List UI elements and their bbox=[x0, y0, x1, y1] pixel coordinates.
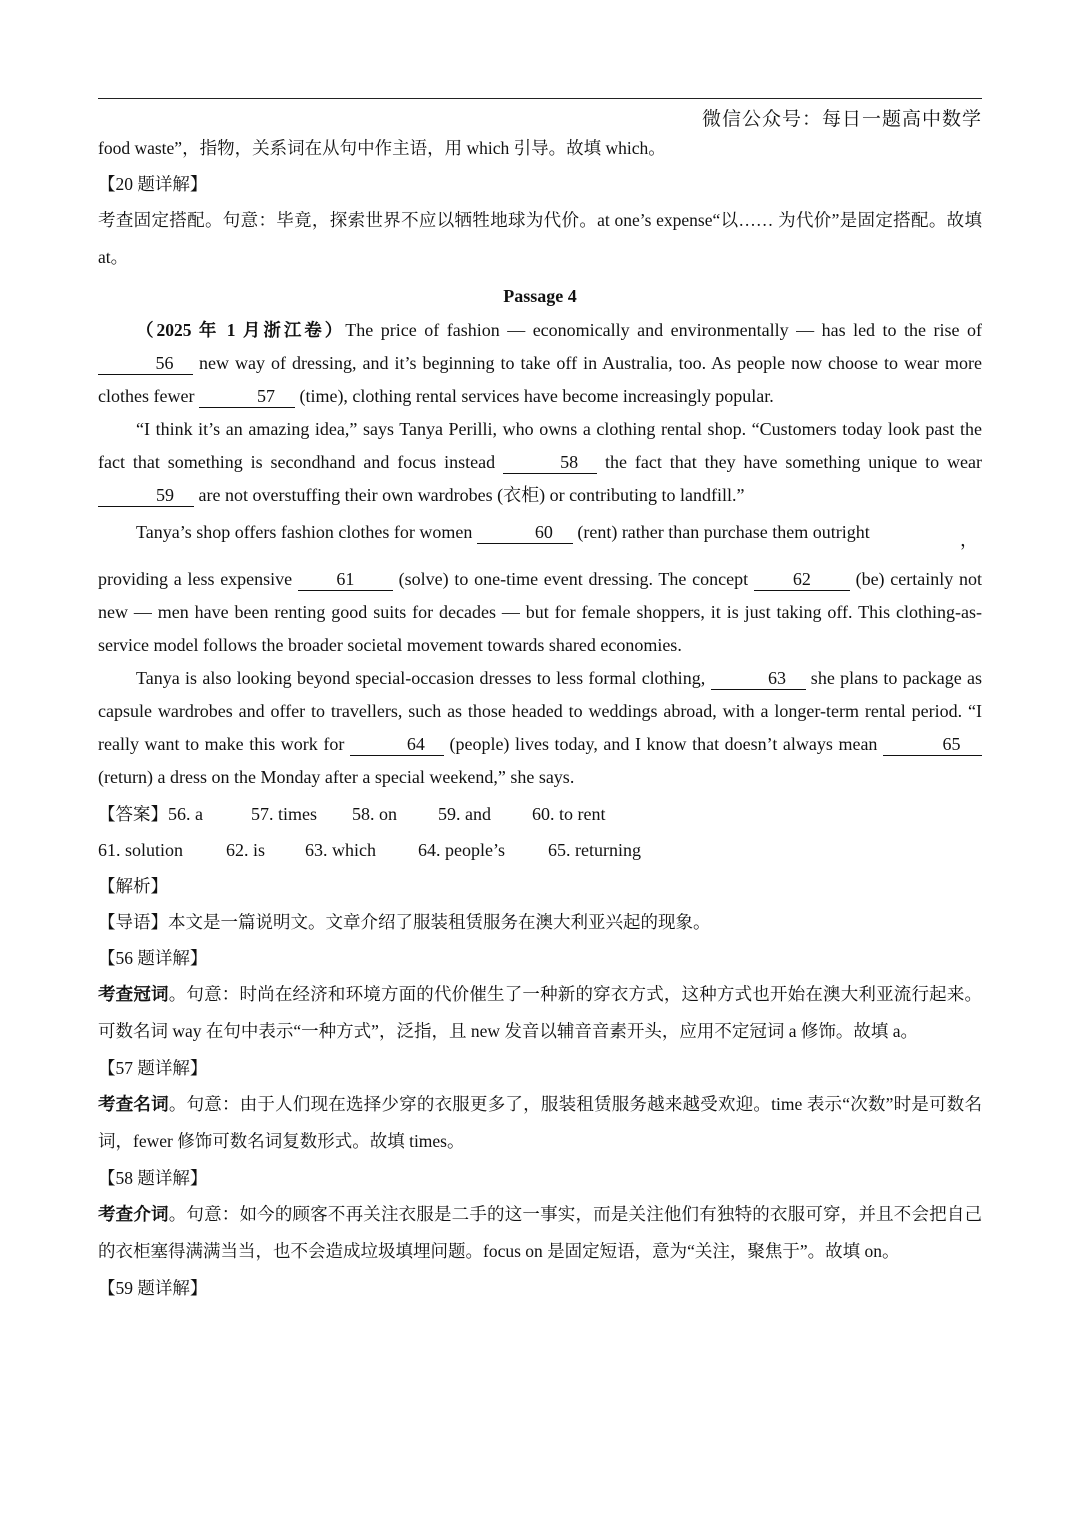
answer-item: 65. returning bbox=[548, 840, 641, 860]
blank-59: 59 bbox=[98, 484, 194, 507]
answer-row-1 bbox=[98, 796, 982, 832]
answer-item: 64. people’s bbox=[418, 840, 505, 860]
prev-answer-tail: food waste”，指物，关系词在从句中作主语，用 which 引导。故填 which。 bbox=[98, 138, 666, 158]
q20-heading: 【20 题详解】 bbox=[98, 174, 208, 194]
passage-paragraph-3-cont: providing a less expensive 61 (solve) to one-time event dressing. The concept 62 (be) certainly not new — men have been renting good suits for decades — but for female shoppers, it is just taking off. This clothing-as-service model follows the broader societal movement towards shared economies. bbox=[98, 569, 982, 655]
passage-title: Passage 4 bbox=[503, 286, 577, 306]
passage-source: （2025 年 1 月浙江卷） bbox=[136, 320, 346, 340]
stray-comma: ， bbox=[960, 530, 978, 550]
blank-62: 62 bbox=[754, 568, 850, 591]
passage-paragraph-4: Tanya is also looking beyond special-occasion dresses to less formal clothing, 63 she plans to package as capsule wardrobes and offer to travellers, such as those headed to weddings abroad, with a longer-term rental period. “I really want to make this work for 64 (people) lives today, and I know that doesn’t always mean 65 (return) a dress on the Monday after a special weekend,” she says. bbox=[98, 668, 982, 787]
blank-61: 61 bbox=[298, 568, 393, 591]
answer-item: 56. a bbox=[168, 804, 203, 824]
q58-heading: 【58 题详解】 bbox=[98, 1168, 208, 1188]
q57-explanation: 考查名词。句意：由于人们现在选择少穿的衣服更多了，服装租赁服务越来越受欢迎。time 表示“次数”时是可数名词，fewer 修饰可数名词复数形式。故填 times。 bbox=[98, 1094, 982, 1151]
blank-65: 65 bbox=[883, 733, 982, 756]
blank-64: 64 bbox=[350, 733, 444, 756]
analysis-heading: 【解析】 bbox=[98, 876, 168, 896]
blank-58: 58 bbox=[503, 451, 597, 474]
blank-63: 63 bbox=[711, 667, 806, 690]
q56-explanation: 考查冠词。句意：时尚在经济和环境方面的代价催生了一种新的穿衣方式，这种方式也开始在澳大利亚流行起来。可数名词 way 在句中表示“一种方式”，泛指，且 new 发音以辅音音素开头，应用不定冠词 a 修饰。故填 a。 bbox=[98, 984, 982, 1041]
q20-explanation: 考查固定搭配。句意：毕竟，探索世界不应以牺牲地球为代价。at one’s expense“以…… 为代价”是固定搭配。故填 at。 bbox=[98, 210, 982, 267]
passage-paragraph-1: （2025 年 1 月浙江卷）The price of fashion — economically and environmentally — has led to the rise of 56 new way of dressing, and it’s beginning to take off in Australia, too. As people now choose to wear more clothes fewer 57 (time), clothing rental services have become increasingly popular. bbox=[98, 320, 982, 406]
q58-explanation: 考查介词。句意：如今的顾客不再关注衣服是二手的这一事实，而是关注他们有独特的衣服可穿，并且不会把自己的衣柜塞得满满当当，也不会造成垃圾填埋问题。focus on 是固定短语，意为“关注，聚焦于”。故填 on。 bbox=[98, 1204, 982, 1261]
header-rule bbox=[98, 98, 982, 99]
passage-paragraph-2: “I think it’s an amazing idea,” says Tanya Perilli, who owns a clothing rental shop. “Customers today look past the fact that something is secondhand and focus instead 58 the fact that they have something unique to wear 59 are not overstuffing their own wardrobes (衣柜) or contributing to landfill.” bbox=[98, 419, 982, 505]
answer-item: 63. which bbox=[305, 840, 376, 860]
watermark-text: 微信公众号：每日一题高中数学 bbox=[701, 108, 982, 130]
answer-item: 60. to rent bbox=[532, 804, 606, 824]
answer-item: 58. on bbox=[352, 804, 397, 824]
answer-label: 【答案】 bbox=[98, 804, 168, 824]
answer-row-2 bbox=[98, 832, 982, 868]
q56-heading: 【56 题详解】 bbox=[98, 948, 208, 968]
passage-paragraph-3: Tanya’s shop offers fashion clothes for women 60 (rent) rather than purchase them outright ， bbox=[98, 516, 982, 549]
answer-item: 62. is bbox=[226, 840, 266, 860]
blank-60: 60 bbox=[477, 521, 573, 544]
q59-heading: 【59 题详解】 bbox=[98, 1278, 208, 1298]
answer-item: 61. solution bbox=[98, 840, 184, 860]
answer-item: 59. and bbox=[438, 804, 491, 824]
blank-57: 57 bbox=[199, 385, 295, 408]
answer-item: 57. times bbox=[251, 804, 317, 824]
intro-line: 【导语】本文是一篇说明文。文章介绍了服装租赁服务在澳大利亚兴起的现象。 bbox=[98, 912, 711, 932]
document-body bbox=[98, 130, 982, 1306]
blank-56: 56 bbox=[98, 352, 193, 375]
q57-heading: 【57 题详解】 bbox=[98, 1058, 208, 1078]
